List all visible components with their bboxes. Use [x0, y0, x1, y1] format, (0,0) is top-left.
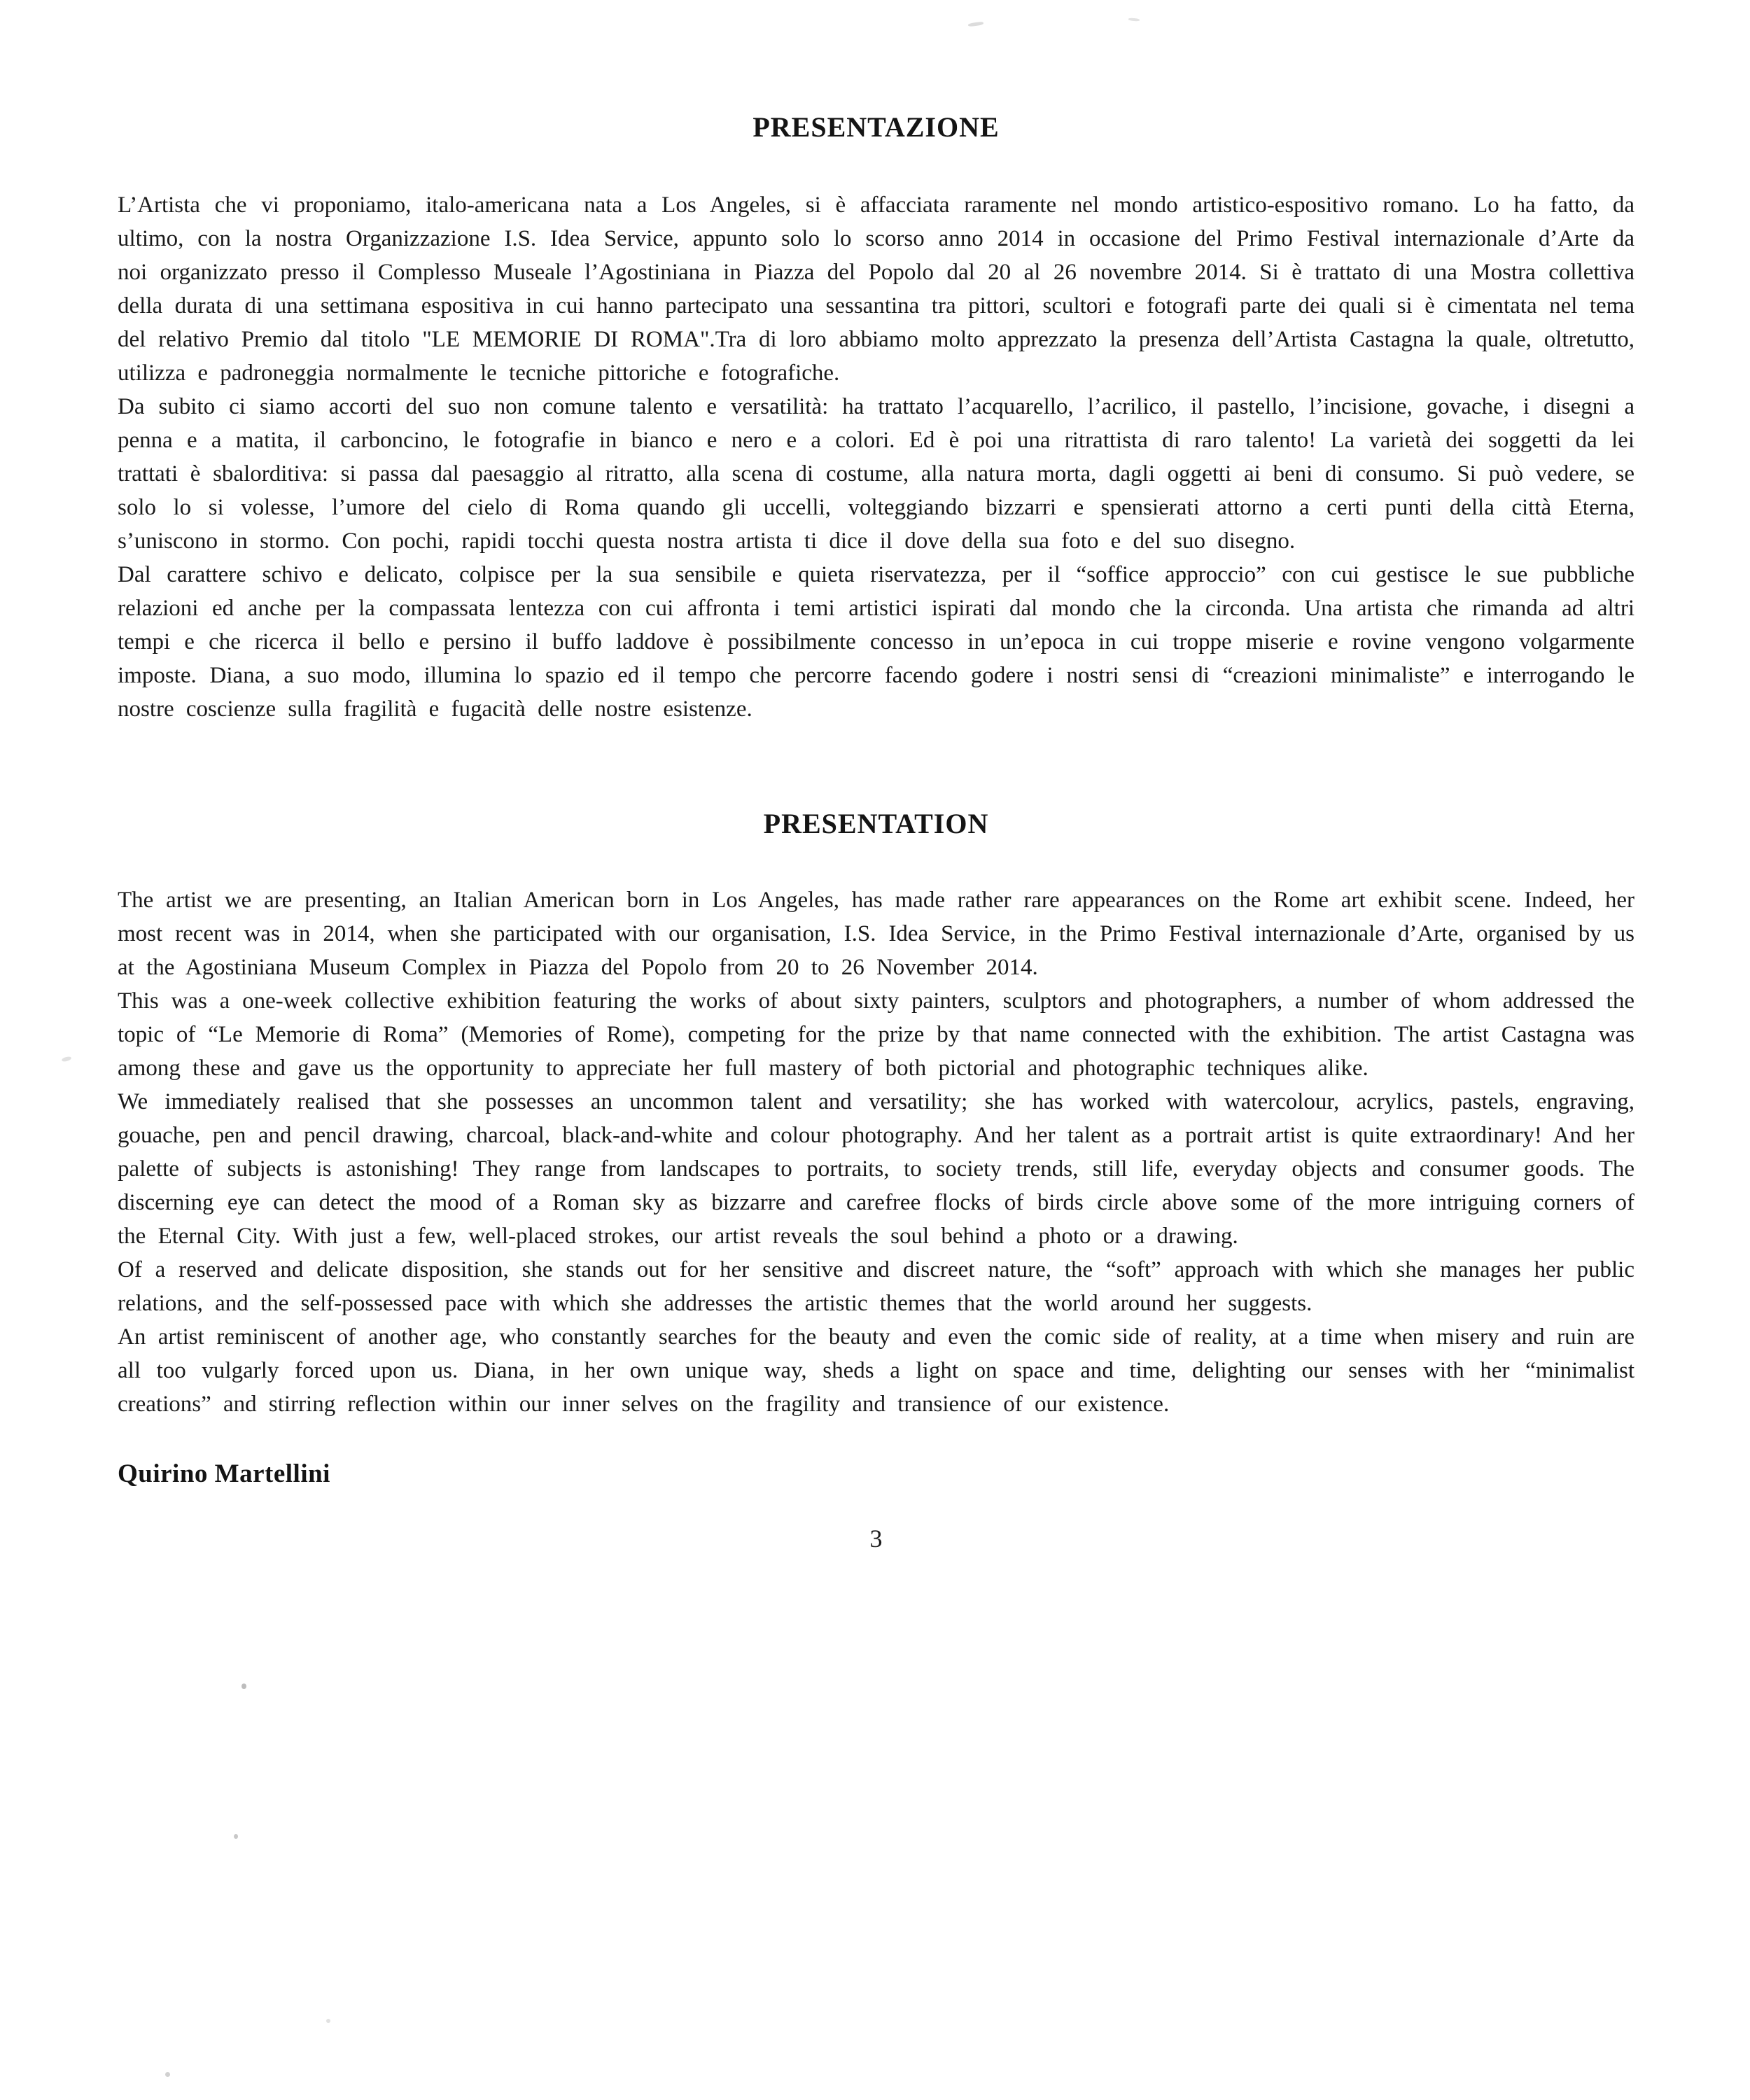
- italian-paragraph-3: Dal carattere schivo e delicato, colpisce per la sua sensibile e quieta riservatezza, per il “soffice approccio” con cui gestisce le sue pubbliche relazioni ed anche per la compassata lentezza con cui affronta i temi artistici ispirati dal mondo che la circonda. Una artista che rimanda ad altri tempi e che ricerca il bello e persino il buffo laddove è possibilmente concesso in un’epoca in cui troppe miserie e rovine vengono volgarmente imposte. Diana, a suo modo, illumina lo spazio ed il tempo che percorre facendo godere i nostri sensi di “creazioni minimaliste” e interrogando le nostre coscienze sulla fragilità e fugacità delle nostre esistenze.: [118, 562, 1634, 722]
- section-italian: [118, 111, 1634, 726]
- english-paragraph-2: This was a one-week collective exhibition featuring the works of about sixty painters, sculptors and photographers, a number of whom addressed the topic of “Le Memorie di Roma” (Memories of Rome), competing for the prize by that name connected with the exhibition. The artist Castagna was among these and gave us the opportunity to appreciate her full mastery of both pictorial and photographic techniques alike.: [118, 988, 1634, 1081]
- scan-speck: [234, 1834, 238, 1839]
- italian-paragraph-1: L’Artista che vi proponiamo, italo-americana nata a Los Angeles, si è affacciata raramente nel mondo artistico-espositivo romano. Lo ha fatto, da ultimo, con la nostra Organizzazione I.S. Idea Service, appunto solo lo scorso anno 2014 in occasione del Primo Festival internazionale d’Arte da noi organizzato presso il Complesso Museale l’Agostiniana in Piazza del Popolo dal 20 al 26 novembre 2014. Si è trattato di una Mostra collettiva della durata di una settimana espositiva in cui hanno partecipato una sessantina tra pittori, scultori e fotografi parte dei quali si è cimentata nel tema del relativo Premio dal titolo "LE MEMORIE DI ROMA".Tra di loro abbiamo molto apprezzato la presenza dell’Artista Castagna la quale, oltretutto, utilizza e padroneggia normalmente le tecniche pittoriche e fotografiche.: [118, 192, 1634, 386]
- page-number: 3: [869, 1525, 883, 1553]
- page-content: [118, 111, 1634, 1553]
- scan-speck: [241, 1684, 246, 1689]
- italian-section-heading: PRESENTAZIONE: [752, 111, 1000, 143]
- english-paragraph-3: We immediately realised that she possesses an uncommon talent and versatility; she has worked with watercolour, acrylics, pastels, engraving, gouache, pen and pencil drawing, charcoal, black-and-white and colour photography. And her talent as a portrait artist is quite extraordinary! And her palette of subjects is astonishing! They range from landscapes to portraits, to society trends, still life, everyday objects and consumer goods. The discerning eye can detect the mood of a Roman sky as bizzarre and carefree flocks of birds circle above some of the more intriguing corners of the Eternal City. With just a few, well-placed strokes, our artist reveals the soul behind a photo or a drawing.: [118, 1089, 1634, 1249]
- section-english: [118, 807, 1634, 1421]
- scan-speck: [1128, 18, 1140, 21]
- scan-speck: [968, 21, 983, 27]
- english-paragraph-1: The artist we are presenting, an Italian American born in Los Angeles, has made rather rare appearances on the Rome art exhibit scene. Indeed, her most recent was in 2014, when she participated with our organisation, I.S. Idea Service, in the Primo Festival internazionale d’Arte, organised by us at the Agostiniana Museum Complex in Piazza del Popolo from 20 to 26 November 2014.: [118, 888, 1634, 980]
- scan-speck: [61, 1056, 71, 1062]
- english-section-heading: PRESENTATION: [763, 808, 989, 839]
- italian-paragraph-2: Da subito ci siamo accorti del suo non comune talento e versatilità: ha trattato l’acquarello, l’acrilico, il pastello, l’incisione, govache, i disegni a penna e a matita, il carboncino, le fotografie in bianco e nero e a colori. Ed è poi una ritrattista di raro talento! La varietà dei soggetti da lei trattati è sbalorditiva: si passa dal paesaggio al ritratto, alla scena di costume, alla natura morta, dagli oggetti ai beni di consumo. Si può vedere, se solo lo si volesse, l’umore del cielo di Roma quando gli uccelli, volteggiando bizzarri e spensierati attorno a certi punti della città Eterna, s’uniscono in stormo. Con pochi, rapidi tocchi questa nostra artista ti dice il dove della sua foto e del suo disegno.: [118, 394, 1634, 554]
- english-paragraph-5: An artist reminiscent of another age, who constantly searches for the beauty and even the comic side of reality, at a time when misery and ruin are all too vulgarly forced upon us. Diana, in her own unique way, sheds a light on space and time, delighting our senses with her “minimalist creations” and stirring reflection within our inner selves on the fragility and transience of our existence.: [118, 1324, 1634, 1417]
- author-signature: Quirino Martellini: [118, 1460, 330, 1488]
- scan-speck: [326, 2019, 330, 2023]
- english-paragraph-4: Of a reserved and delicate disposition, she stands out for her sensitive and discreet nature, the “soft” approach with which she manages her public relations, and the self-possessed pace with which she addresses the artistic themes that the world around her suggests.: [118, 1257, 1634, 1316]
- scan-speck: [165, 2072, 170, 2077]
